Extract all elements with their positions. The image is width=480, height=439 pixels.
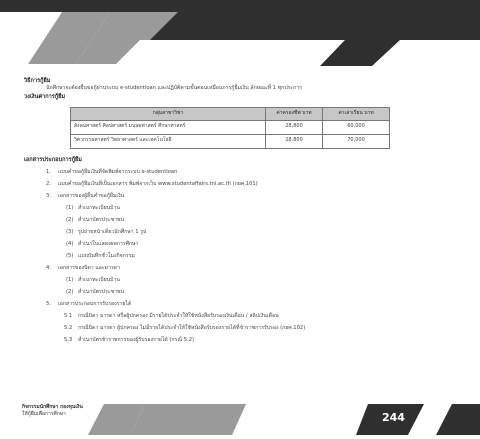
fee-heading: วงเงินค่าการกู้ยืม bbox=[24, 94, 66, 101]
list-text: เอกสารของบิดา และมารดา bbox=[58, 265, 121, 272]
list-item bbox=[24, 323, 464, 335]
table-cell: 28,800 bbox=[266, 120, 323, 134]
list-item bbox=[24, 335, 464, 347]
list-item bbox=[24, 203, 464, 215]
fee-table bbox=[70, 107, 390, 149]
table-cell: 70,000 bbox=[323, 134, 390, 148]
list-item bbox=[24, 167, 464, 179]
list-marker: (2) bbox=[66, 289, 74, 296]
footer-line2: ให้กู้ยืมเพื่อการศึกษา bbox=[22, 410, 66, 417]
list-text: แบบคำขอกู้ยืมเงินที่เป็นเอกสาร พิมพ์จากเว็บ www.studentaffairs.tni.ac.th (กยศ.101) bbox=[58, 181, 258, 188]
list-text: แบบคำขอกู้ยืมเงินที่จัดพิมพ์จากระบบ e-studentloan bbox=[58, 169, 178, 176]
list-item bbox=[24, 191, 464, 203]
header-banner-graphic bbox=[0, 0, 480, 66]
footer-caption bbox=[22, 404, 83, 417]
list-marker: 3. bbox=[46, 193, 51, 200]
list-marker: (1) bbox=[66, 205, 74, 212]
list-text: แบบบันทึกชั่วโมงกิจกรรม bbox=[78, 253, 135, 260]
list-marker: 1. bbox=[46, 169, 51, 176]
section-title: วิธีการกู้ยืม bbox=[24, 78, 51, 84]
list-marker: (5) bbox=[66, 253, 74, 260]
list-marker: 5.2 bbox=[64, 325, 73, 332]
list-item bbox=[24, 215, 464, 227]
page-number: 244 bbox=[382, 411, 405, 424]
list-marker: (3) bbox=[66, 229, 74, 236]
list-text: เอกสารของผู้ยื่นคำขอกู้ยืมเงิน bbox=[58, 193, 125, 200]
docs-heading: เอกสารประกอบการกู้ยืม bbox=[24, 156, 82, 163]
list-marker: 5. bbox=[46, 301, 51, 308]
list-item bbox=[24, 299, 464, 311]
list-item bbox=[24, 311, 464, 323]
list-item bbox=[24, 251, 464, 263]
section-text: นักศึกษาจะต้องยื่นขอกู้ผ่านระบบ e-studentloan และปฏิบัติตามขั้นตอนเหมือนการกู้ยืมเงิน ลักษณะที่ 1 ทุกประการ bbox=[46, 85, 303, 92]
list-text: สำเนาบัตรประชาชน bbox=[78, 289, 125, 296]
list-marker: (4) bbox=[66, 241, 74, 248]
list-text: สำเนาใบแสดงผลการศึกษา bbox=[78, 241, 139, 248]
list-item bbox=[24, 263, 464, 275]
list-text: สำเนาบัตรประชาชน bbox=[78, 217, 125, 224]
table-row bbox=[71, 120, 390, 134]
list-item bbox=[24, 275, 464, 287]
list-item bbox=[24, 239, 464, 251]
table-cell: 28,800 bbox=[266, 134, 323, 148]
table-cell: วิศวกรรมศาสตร์ วิทยาศาสตร์ และเทคโนโลยี bbox=[71, 134, 266, 148]
list-item bbox=[24, 287, 464, 299]
list-marker: 5.3 bbox=[64, 337, 73, 344]
fee-col-group: กลุ่มสาขาวิชา bbox=[71, 107, 266, 120]
docs-list bbox=[24, 167, 464, 347]
list-item bbox=[24, 179, 464, 191]
list-marker: 2. bbox=[46, 181, 51, 188]
main-content bbox=[24, 78, 464, 347]
list-text: เอกสารประกอบการรับรองรายได้ bbox=[58, 301, 132, 308]
list-marker: 5.1 bbox=[64, 313, 73, 320]
list-marker: (2) bbox=[66, 217, 74, 224]
fee-col-tuition: ค่าเล่าเรียน บาท bbox=[323, 107, 390, 120]
list-text: สำเนาทะเบียนบ้าน bbox=[78, 205, 120, 212]
list-text: สำเนาทะเบียนบ้าน bbox=[78, 277, 120, 284]
list-text: กรณีบิดา มารดา หรือผู้ปกครอง มีรายได้ประจำให้ใช้หนังสือรับรองเงินเดือน / สลิปเงินเดือน bbox=[78, 313, 279, 320]
table-row bbox=[71, 134, 390, 148]
list-text: รูปถ่ายหน้าเดียวนักศึกษา 1 รูป bbox=[78, 229, 147, 236]
list-marker: (1) bbox=[66, 277, 74, 284]
table-cell: สังคมศาสตร์ ศิลปศาสตร์ มนุษยศาสตร์ ศึกษาศาสตร์ bbox=[71, 120, 266, 134]
table-cell: 60,000 bbox=[323, 120, 390, 134]
fee-col-living: ค่าครองชีพ บาท bbox=[266, 107, 323, 120]
list-text: สำเนาบัตรข้าราชการของผู้รับรองรายได้ (กรณี 5.2) bbox=[78, 337, 195, 344]
list-item bbox=[24, 227, 464, 239]
list-marker: 4. bbox=[46, 265, 51, 272]
list-text: กรณีบิดา มารดา ผู้ปกครอง ไม่มีรายได้ประจำให้ใช้หนังสือรับรองรายได้ที่ข้าราชการรับรอง (กยศ.102) bbox=[78, 325, 306, 332]
header-banner bbox=[0, 0, 480, 66]
fee-table-header-row bbox=[71, 107, 390, 120]
footer-line1: กิจกรรมนักศึกษา กองทุนเงิน bbox=[22, 404, 83, 410]
